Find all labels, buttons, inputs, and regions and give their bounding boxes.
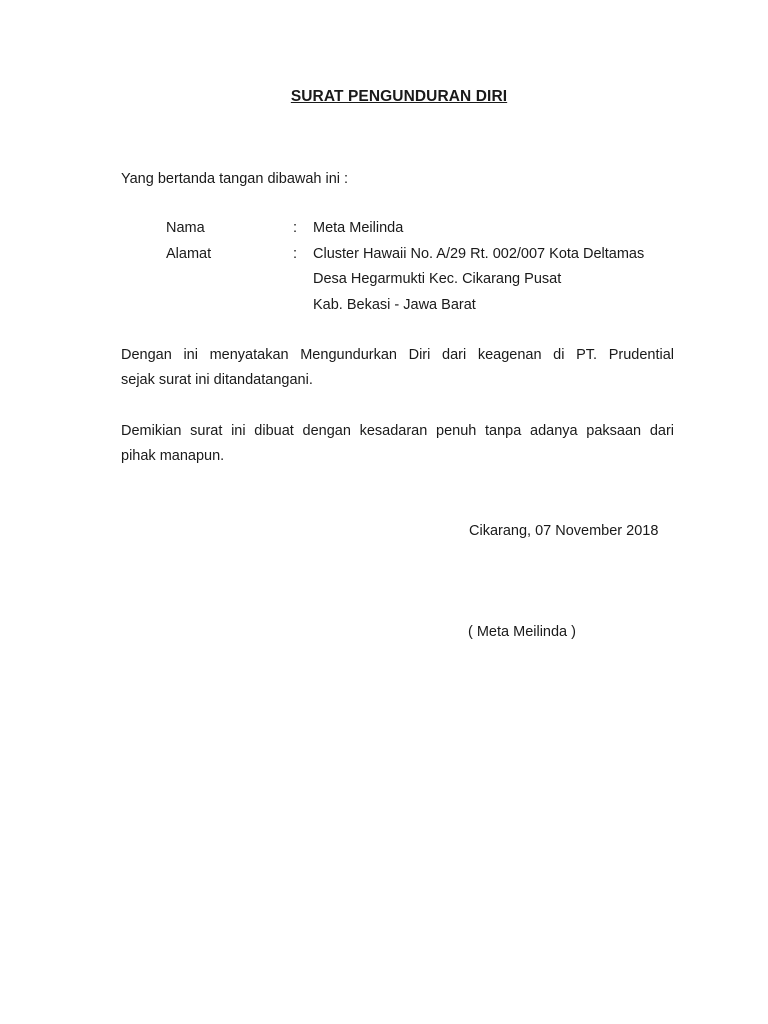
nama-value: Meta Meilinda (313, 220, 404, 236)
opening-line: Yang bertanda tangan dibawah ini : (121, 171, 349, 187)
alamat-line-3: Kab. Bekasi - Jawa Barat (313, 297, 476, 313)
alamat-colon: : (293, 246, 298, 262)
closing-paragraph (121, 419, 674, 469)
closing-line-1: Demikian surat ini dibuat dengan kesadaran penuh tanpa adanya paksaan dari (121, 423, 674, 439)
alamat-line-2: Desa Hegarmukti Kec. Cikarang Pusat (313, 271, 562, 287)
signature-name: ( Meta Meilinda ) (468, 624, 576, 640)
letter-title: SURAT PENGUNDURAN DIRI (290, 88, 508, 105)
statement-line-2: sejak surat ini ditandatangani. (121, 372, 313, 388)
statement-line-1: Dengan ini menyatakan Mengundurkan Diri dari keagenan di PT. Prudential (121, 347, 674, 363)
nama-label: Nama (166, 220, 205, 236)
alamat-line-1: Cluster Hawaii No. A/29 Rt. 002/007 Kota Deltamas (313, 246, 645, 262)
closing-line-2: pihak manapun. (121, 448, 225, 464)
statement-paragraph (121, 343, 674, 393)
place-date: Cikarang, 07 November 2018 (469, 523, 659, 539)
nama-colon: : (293, 220, 298, 236)
alamat-label: Alamat (166, 246, 212, 262)
